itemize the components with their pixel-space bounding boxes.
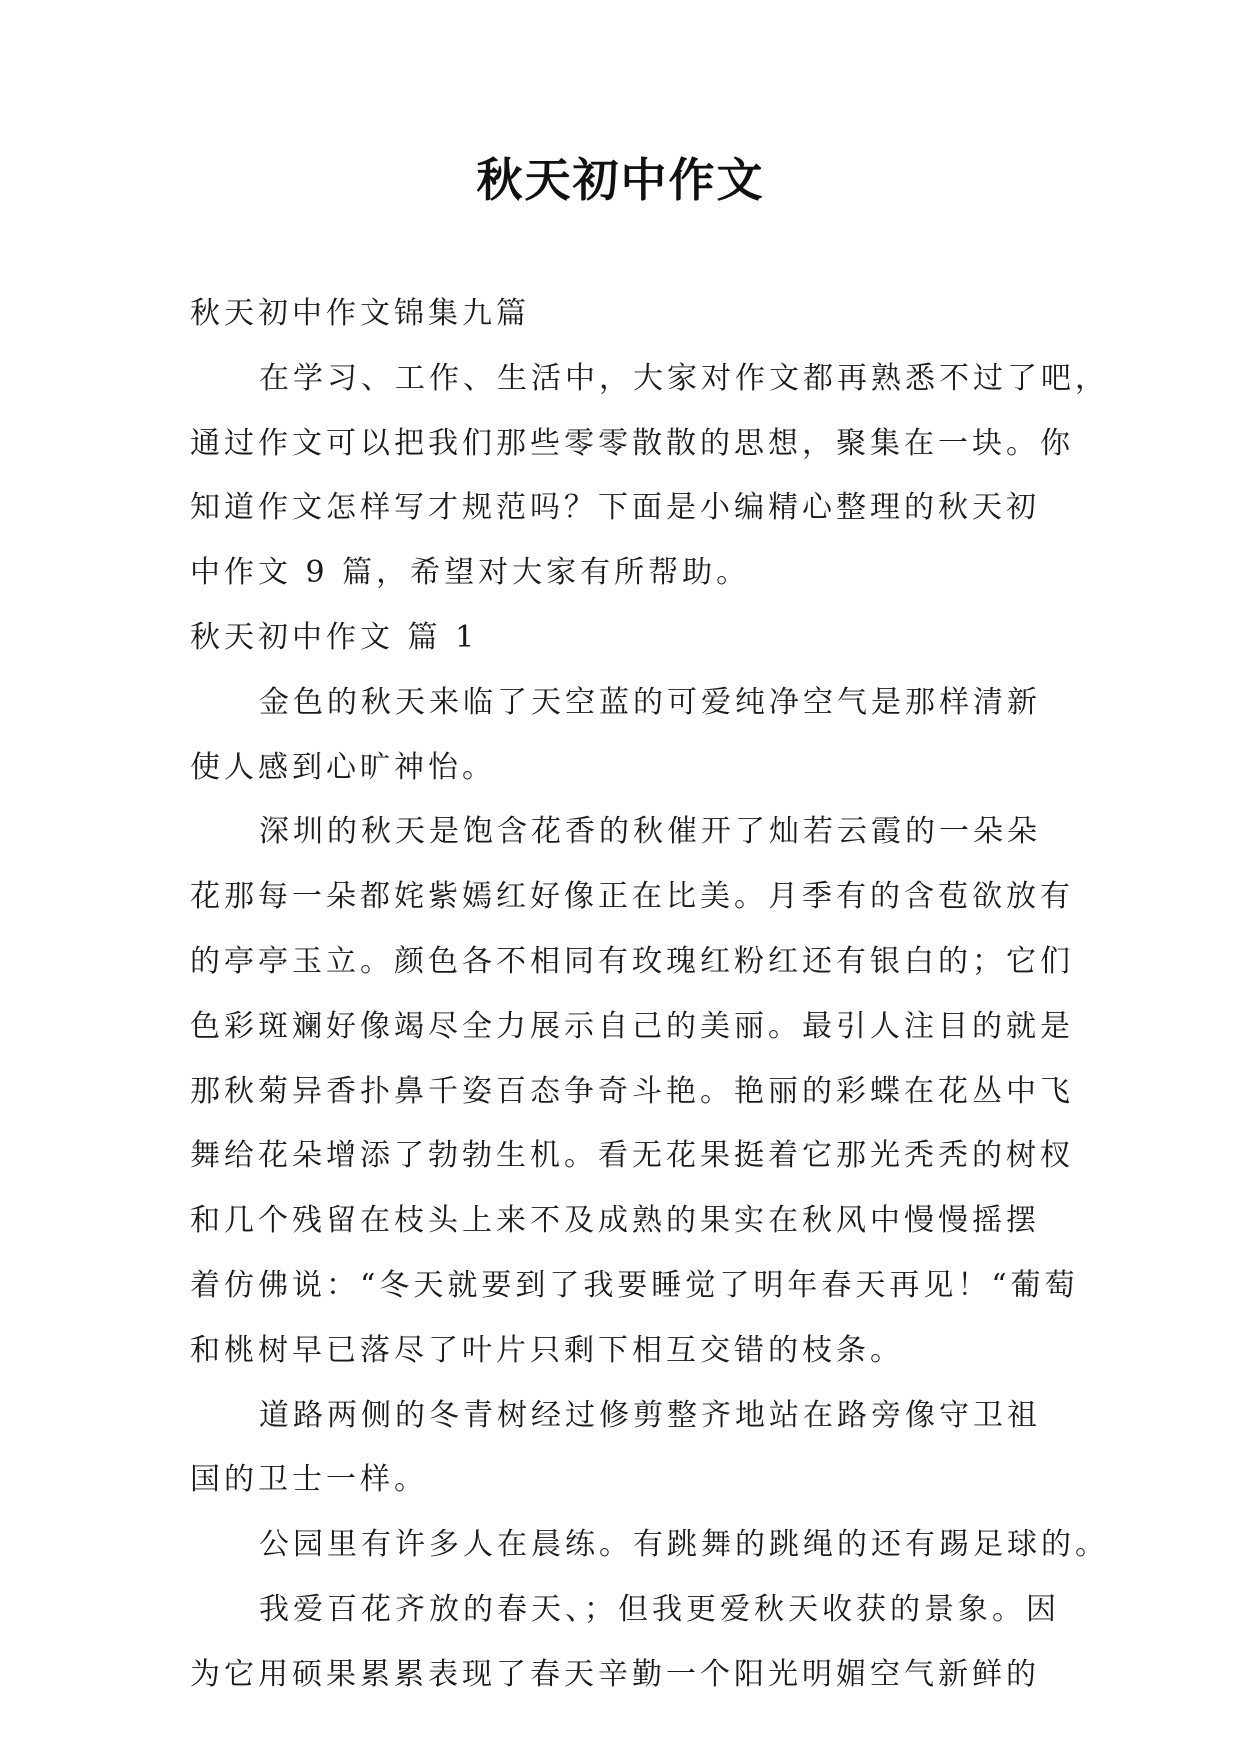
document-body	[190, 282, 1109, 1708]
document-title: 秋天初中作文	[476, 153, 765, 207]
paragraph-line: 的亭亭玉立。颜色各不相同有玫瑰红粉红还有银白的；它们	[190, 943, 1074, 979]
section-heading: 秋天初中作文 篇 1	[190, 619, 479, 655]
paragraph-line: 和几个残留在枝头上来不及成熟的果实在秋风中慢慢摇摆	[190, 1203, 1040, 1239]
paragraph-line: 公园里有许多人在晨练。有跳舞的跳绳的还有踢足球的。	[259, 1527, 1109, 1563]
paragraph-line: 花那每一朵都姹紫嫣红好像正在比美。月季有的含苞欲放有	[190, 879, 1074, 915]
document-subtitle: 秋天初中作文锦集九篇	[190, 296, 530, 331]
paragraph-line: 深圳的秋天是饱含花香的秋催开了灿若云霞的一朵朵	[259, 814, 1041, 850]
paragraph-line: 我爱百花齐放的春天、；但我更爱秋天收获的景象。因	[259, 1591, 1060, 1627]
paragraph-line: 色彩斑斓好像竭尽全力展示自己的美丽。最引人注目的就是	[190, 1008, 1074, 1044]
paragraph-line: 使人感到心旷神怡。	[190, 749, 496, 785]
paragraph-line: 着仿佛说：“冬天就要到了我要睡觉了明年春天再见！“葡萄	[190, 1267, 1079, 1303]
paragraph-line: 那秋菊异香扑鼻千姿百态争奇斗艳。艳丽的彩蝶在花丛中飞	[190, 1073, 1074, 1109]
paragraph-line: 为它用硕果累累表现了春天辛勤一个阳光明媚空气新鲜的	[190, 1656, 1040, 1692]
paragraph-line: 道路两侧的冬青树经过修剪整齐地站在路旁像守卫祖	[259, 1397, 1041, 1433]
intro-line: 通过作文可以把我们那些零零散散的思想，聚集在一块。你	[190, 425, 1074, 461]
paragraph-line: 国的卫士一样。	[190, 1462, 428, 1498]
intro-line: 中作文 9 篇，希望对大家有所帮助。	[190, 555, 751, 591]
paragraph-line: 金色的秋天来临了天空蓝的可爱纯净空气是那样清新	[259, 684, 1041, 720]
paragraph-line: 舞给花朵增添了勃勃生机。看无花果挺着它那光秃秃的树杈	[190, 1138, 1074, 1174]
paragraph-line: 和桃树早已落尽了叶片只剩下相互交错的枝条。	[190, 1332, 904, 1368]
intro-line: 在学习、工作、生活中，大家对作文都再熟悉不过了吧，	[259, 360, 1109, 396]
intro-line: 知道作文怎样写才规范吗？下面是小编精心整理的秋天初	[190, 490, 1040, 526]
